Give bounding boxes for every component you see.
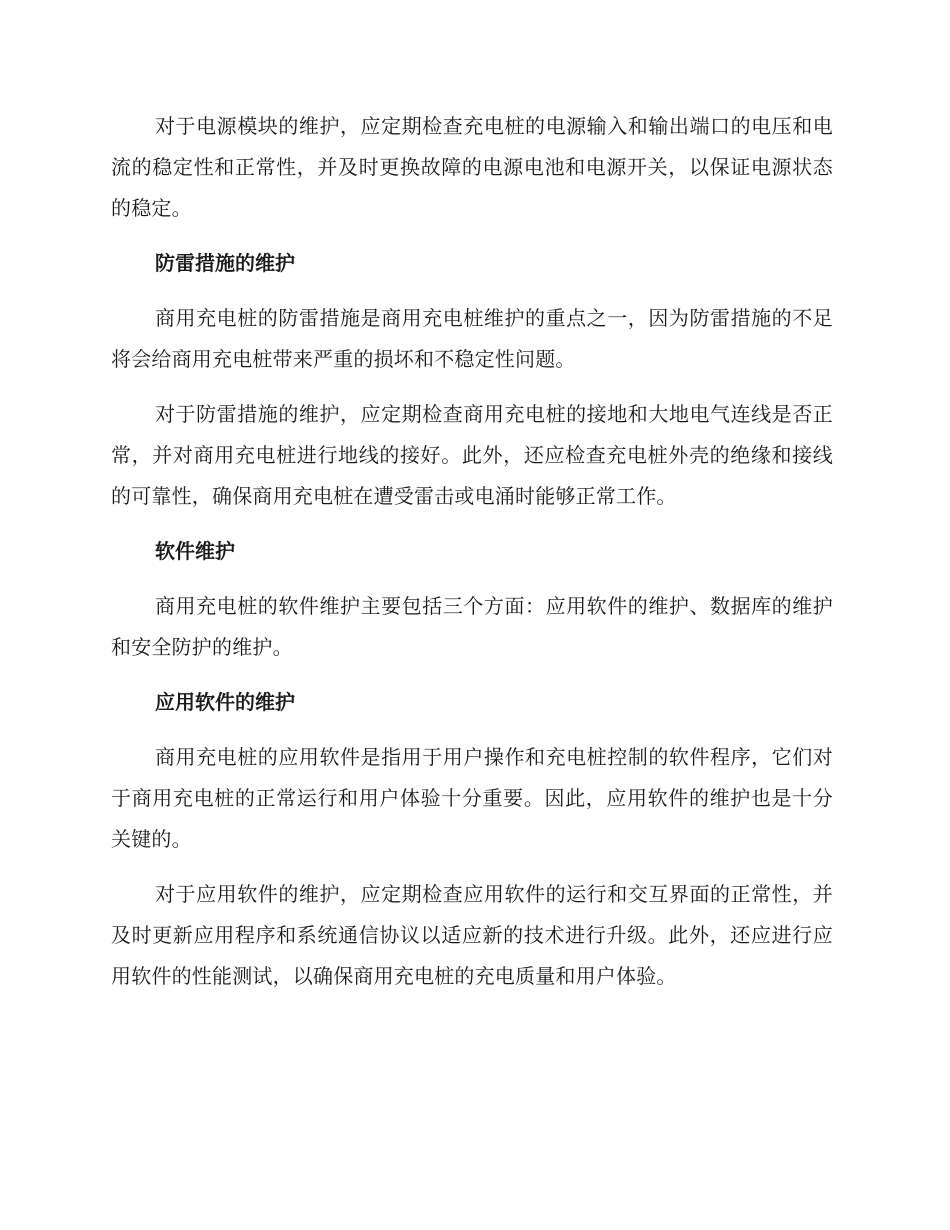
paragraph-application-maintenance: 对于应用软件的维护，应定期检查应用软件的运行和交互界面的正常性，并及时更新应用程序和系统通信协议以适应新的技术进行升级。此外，还应进行应用软件的性能测试，以确保商用充电桩的充电质量和用户体验。 [111, 882, 833, 988]
paragraph-application-importance: 商用充电桩的应用软件是指用于用户操作和充电桩控制的软件程序，它们对于商用充电桩的正常运行和用户体验十分重要。因此，应用软件的维护也是十分关键的。 [111, 745, 833, 851]
paragraph-power-module: 对于电源模块的维护，应定期检查充电桩的电源输入和输出端口的电压和电流的稳定性和正常性，并及时更换故障的电源电池和电源开关，以保证电源状态的稳定。 [111, 114, 833, 220]
document-page [111, 106, 833, 997]
paragraph-lightning-maintenance: 对于防雷措施的维护，应定期检查商用充电桩的接地和大地电气连线是否正常，并对商用充电桩进行地线的接好。此外，还应检查充电桩外壳的绝缘和接线的可靠性，确保商用充电桩在遭受雷击或电涌时能够正常工作。 [111, 402, 833, 508]
heading-lightning-protection: 防雷措施的维护 [155, 251, 295, 275]
heading-application-software: 应用软件的维护 [155, 690, 295, 714]
heading-software-maintenance: 软件维护 [155, 539, 235, 563]
paragraph-lightning-importance: 商用充电桩的防雷措施是商用充电桩维护的重点之一，因为防雷措施的不足将会给商用充电桩带来严重的损坏和不稳定性问题。 [111, 306, 833, 371]
paragraph-software-overview: 商用充电桩的软件维护主要包括三个方面：应用软件的维护、数据库的维护和安全防护的维护。 [111, 594, 833, 659]
